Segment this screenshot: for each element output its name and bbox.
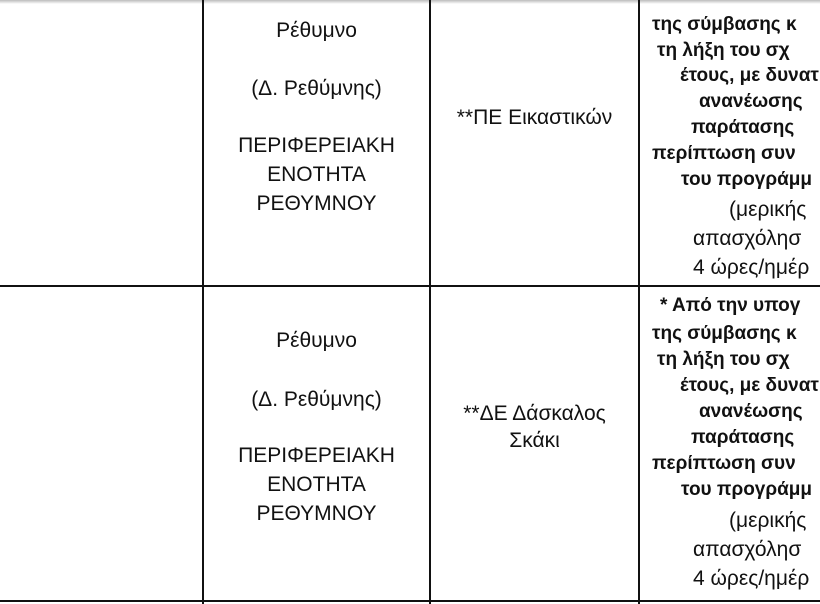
row-2-duration-line-4: έτους, με δυνατ [680, 375, 819, 396]
row-2-duration-line-3: τη λήξη του σχ [657, 349, 790, 370]
row-2-municipality: (Δ. Ρεθύμνης) [251, 388, 382, 411]
row-2-specialty-line-2: Σκάκι [509, 429, 560, 452]
row-2-region-line-2: ΕΝΟΤΗΤΑ [267, 473, 366, 496]
row-2-duration-line-6: παράτασης [691, 427, 795, 448]
row-1-duration-line-1: της σύμβασης κ [652, 14, 797, 35]
row-1-duration-line-4: ανανέωσης [699, 91, 803, 112]
row-1-region-line-3: ΡΕΘΥΜΝΟΥ [256, 192, 377, 215]
row-divider-2 [0, 600, 820, 602]
row-1-employment-line-3: 4 ώρες/ημέρ [693, 256, 810, 279]
row-1-employment-line-1: (μερικής [729, 198, 807, 221]
row-1-duration-line-6: περίπτωση συν [652, 143, 796, 164]
row-1-specialty: **ΠΕ Εικαστικών [456, 106, 613, 129]
page-edge-shadow [0, 0, 820, 4]
row-1-duration-line-3: έτους, με δυνατ [680, 65, 819, 86]
row-2-duration-line-5: ανανέωσης [699, 401, 803, 422]
row-2-region-line-1: ΠΕΡΙΦΕΡΕΙΑΚΗ [238, 444, 395, 467]
row-2-specialty-line-1: **ΔΕ Δάσκαλος [463, 402, 606, 425]
row-2-city: Ρέθυμνο [276, 329, 357, 352]
row-2-duration-line-2: της σύμβασης κ [652, 323, 797, 344]
row-1-region-line-2: ΕΝΟΤΗΤΑ [267, 163, 366, 186]
row-1-municipality: (Δ. Ρεθύμνης) [251, 77, 382, 100]
row-2-duration-line-7: περίπτωση συν [652, 453, 796, 474]
row-2-duration-line-1: * Από την υπογ [660, 295, 801, 316]
row-2-employment-line-3: 4 ώρες/ημέρ [693, 567, 810, 590]
column-divider-2 [429, 0, 431, 604]
row-1-region-line-1: ΠΕΡΙΦΕΡΕΙΑΚΗ [238, 134, 395, 157]
row-divider-1 [0, 285, 820, 287]
row-2-region-line-3: ΡΕΘΥΜΝΟΥ [256, 502, 377, 525]
row-1-duration-line-7: του προγράμμ [681, 169, 813, 190]
row-2-employment-line-1: (μερικής [729, 509, 807, 532]
row-1-city: Ρέθυμνο [276, 19, 357, 42]
row-1-duration-line-2: τη λήξη του σχ [657, 40, 790, 61]
row-2-duration-line-8: του προγράμμ [681, 479, 813, 500]
row-2-employment-line-2: απασχόλησ [693, 538, 802, 561]
row-1-employment-line-2: απασχόλησ [693, 227, 802, 250]
row-1-duration-line-5: παράτασης [691, 117, 795, 138]
column-divider-3 [638, 0, 640, 604]
